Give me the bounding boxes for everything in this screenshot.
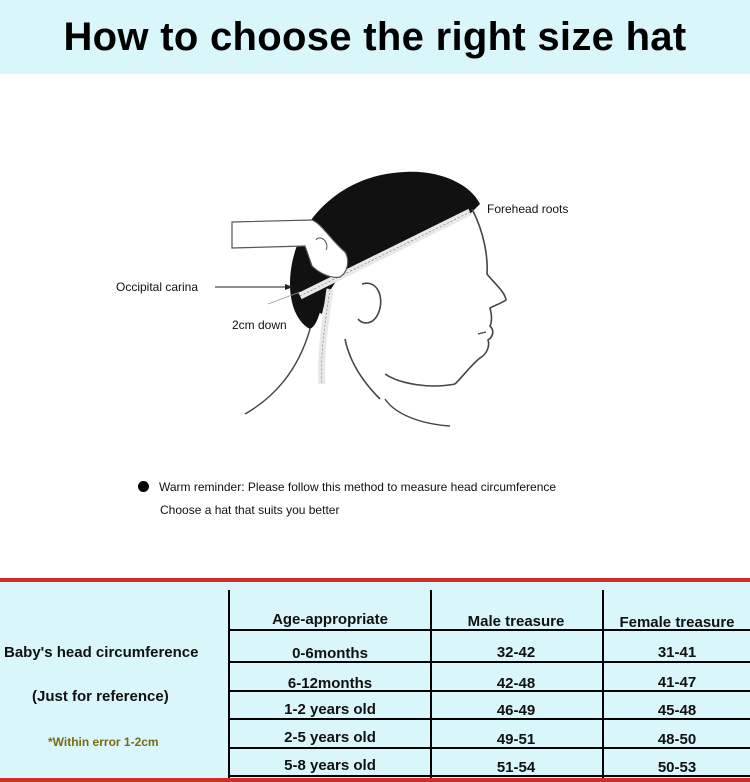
face-outline — [455, 209, 506, 384]
error-note: *Within error 1-2cm — [48, 735, 159, 749]
table-row-female: 45-48 — [657, 702, 697, 719]
ear-shape — [358, 283, 381, 323]
table-row-age: 2-5 years old — [284, 729, 376, 746]
table-row-age: 1-2 years old — [284, 701, 376, 718]
measurement-illustration — [0, 74, 750, 578]
table-row-male: 42-48 — [496, 675, 536, 692]
two-cm-down-label: 2cm down — [232, 318, 287, 332]
size-chart — [0, 582, 750, 778]
table-row-male: 49-51 — [496, 731, 536, 748]
header-age: Age-appropriate — [272, 611, 388, 628]
table-row-female: 48-50 — [657, 731, 697, 748]
reminder-line-1: Warm reminder: Please follow this method to measure head circumference — [159, 480, 557, 494]
chart-title: Baby's head circumference — [4, 644, 199, 661]
table-row-male: 46-49 — [496, 702, 536, 719]
red-divider-bottom — [0, 778, 750, 782]
table-row-female: 31-41 — [657, 644, 697, 661]
header-male: Male treasure — [467, 613, 565, 630]
occipital-carina-label: Occipital carina — [116, 280, 199, 294]
bullet-dot-icon — [138, 481, 149, 492]
reminder-line-2: Choose a hat that suits you better — [160, 503, 340, 517]
table-row-male: 51-54 — [496, 759, 536, 776]
warm-reminder — [138, 480, 556, 494]
title-banner — [0, 0, 750, 74]
table-row-female: 41-47 — [657, 674, 697, 691]
table-row-age: 5-8 years old — [284, 757, 376, 774]
page-title: How to choose the right size hat — [63, 14, 687, 59]
header-female: Female treasure — [619, 614, 735, 631]
head-measurement-diagram — [0, 74, 750, 578]
table-row-age: 0-6months — [292, 645, 368, 662]
table-row-female: 50-53 — [657, 759, 697, 776]
table-row-age: 6-12months — [287, 675, 373, 692]
size-chart-caption — [0, 582, 228, 778]
chart-subtitle: (Just for reference) — [32, 688, 169, 705]
grid-line — [228, 590, 230, 778]
forehead-roots-label: Forehead roots — [487, 202, 569, 216]
table-row-male: 32-42 — [496, 644, 536, 661]
